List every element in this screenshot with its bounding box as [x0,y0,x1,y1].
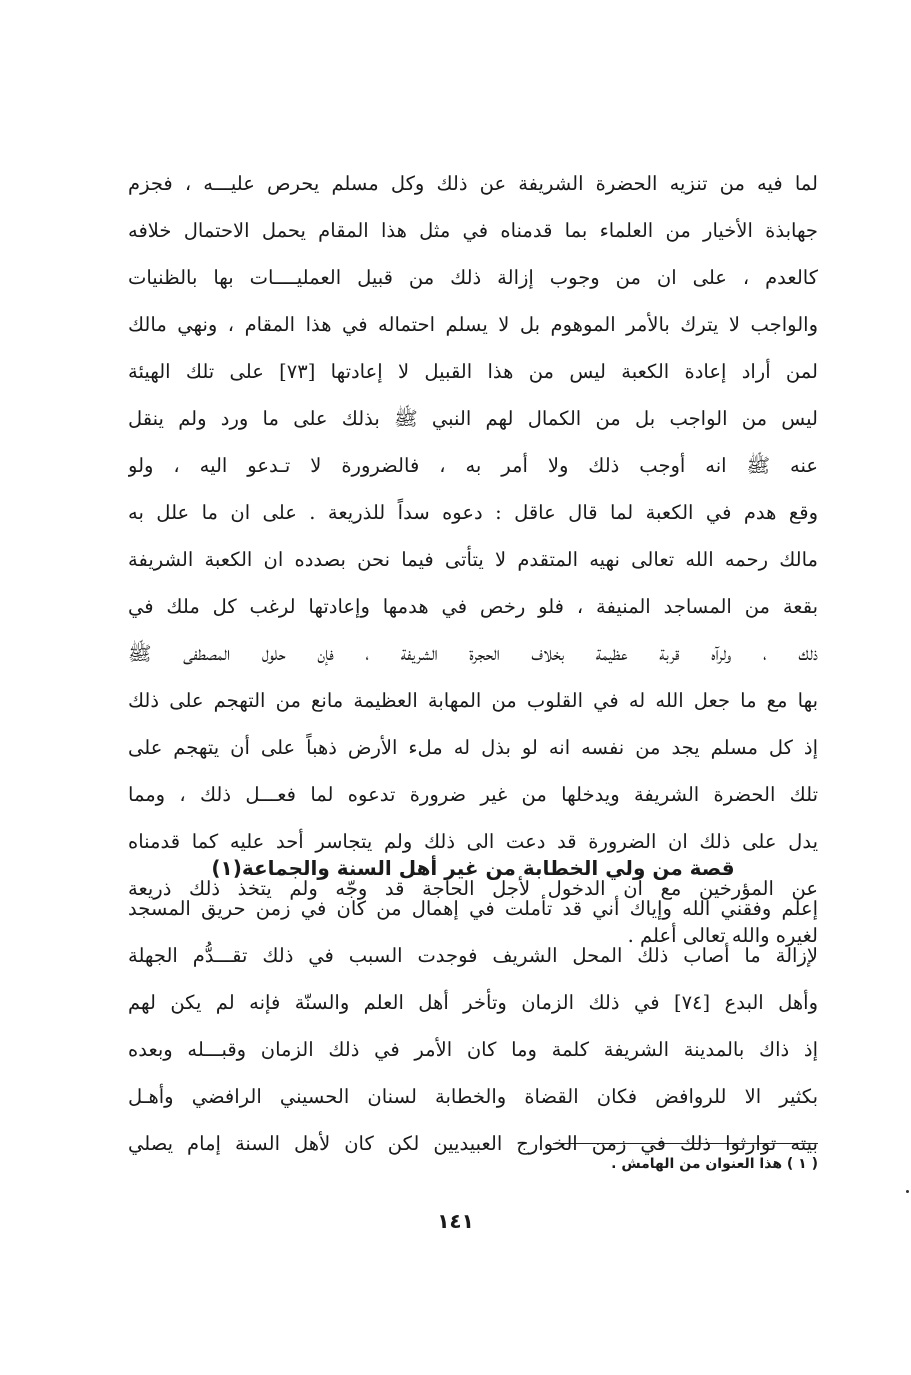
text-line: بقعة من المساجد المنيفة ، فلو رخص في هدمها وإعادتها لرغب كل ملك في [128,595,818,618]
text-line: عن المؤرخين مع ان الدخول لأجل الحاجة قد وجّه ولم يتخذ ذلك ذريعة [128,877,818,900]
text-line: كالعدم ، على ان من وجوب إزالة ذلك من قبيل العمليــــات بها بالظنيات [128,266,818,289]
page-number: ١٤١ [437,1209,474,1233]
text-line: وقع هدم في الكعبة لما قال عاقل : دعوه سداً للذريعة . على ان ما علل به [128,501,818,524]
footnote: ( ١ ) هذا العنوان من الهامش . [611,1156,818,1172]
text-line: إذ ذاك بالمدينة الشريفة كلمة وما كان الأمر في ذلك الزمان وقبـــله وبعده [128,1038,818,1061]
text-line: ليس من الواجب بل من الكمال لهم النبي ﷺ بذلك على ما ورد ولم ينقل [128,407,818,430]
text-line: والواجب لا يترك بالأمر الموهوم بل لا يسلم احتماله في هذا المقام ، ونهي مالك [128,313,818,336]
text-line: بكثير الا للروافض فكان القضاة والخطابة لسنان الحسيني الرافضي وأهـل [128,1085,818,1108]
text-line: مالك رحمه الله تعالى نهيه المتقدم لا يتأتى فيما نحن بصدده ان الكعبة الشريفة [128,548,818,571]
paragraph-2 [128,885,818,1167]
text-line: يدل على ذلك ان الضرورة قد دعت الى ذلك ولم يتجاسر أحد عليه كما قدمناه [128,830,818,853]
text-line: لغيره والله تعالى أعلم . [627,924,818,947]
text-line: ذلك ، ولرآه قربة عظيمة بخلاف الحجرة الشريفة ، فإن حلول المصطفى ﷺ [128,642,818,665]
footnote-divider [553,1143,818,1144]
text-line: إعلم وفقني الله وإياك أني قد تأملت في إهمال من كان في زمن حريق المسجد [128,897,818,920]
paragraph-1 [128,160,818,959]
text-line: لما فيه من تنزيه الحضرة الشريفة عن ذلك وكل مسلم يحرص عليـــه ، فجزم [128,172,818,195]
text-line: بيته توارثوا ذلك في زمن الخوارج العبيديين لكن كان لأهل السنة إمام يصلي [128,1132,818,1155]
text-line: جهابذة الأخيار من العلماء بما قدمناه في مثل هذا المقام يحمل الاحتمال خلافه [128,219,818,242]
section-title: قصة من ولي الخطابة من غير أهل السنة والجماعة(١) [211,856,735,880]
text-line: عنه ﷺ انه أوجب ذلك ولا أمر به ، فالضرورة لا تـدعو اليه ، ولو [128,454,818,477]
scan-speck [906,1190,909,1193]
text-line: وأهل البدع [٧٤] في ذلك الزمان وتأخر أهل العلم والسنّة فإنه لم يكن لهم [128,991,818,1014]
text-line: بها مع ما جعل الله له في القلوب من المهابة العظيمة مانع من التهجم على ذلك [128,689,818,712]
text-line: لمن أراد إعادة الكعبة ليس من هذا القبيل لا إعادتها [٧٣] على تلك الهيئة [128,360,818,383]
text-line: إذ كل مسلم يجد من نفسه انه لو بذل له ملء الأرض ذهباً على أن يتهجم على [128,736,818,759]
text-line: تلك الحضرة الشريفة ويدخلها من غير ضرورة تدعوه لما فعـــل ذلك ، ومما [128,783,818,806]
text-line: لإزالة ما أصاب ذلك المحل الشريف فوجدت السبب في ذلك تقـــدُّم الجهلة [128,944,818,967]
